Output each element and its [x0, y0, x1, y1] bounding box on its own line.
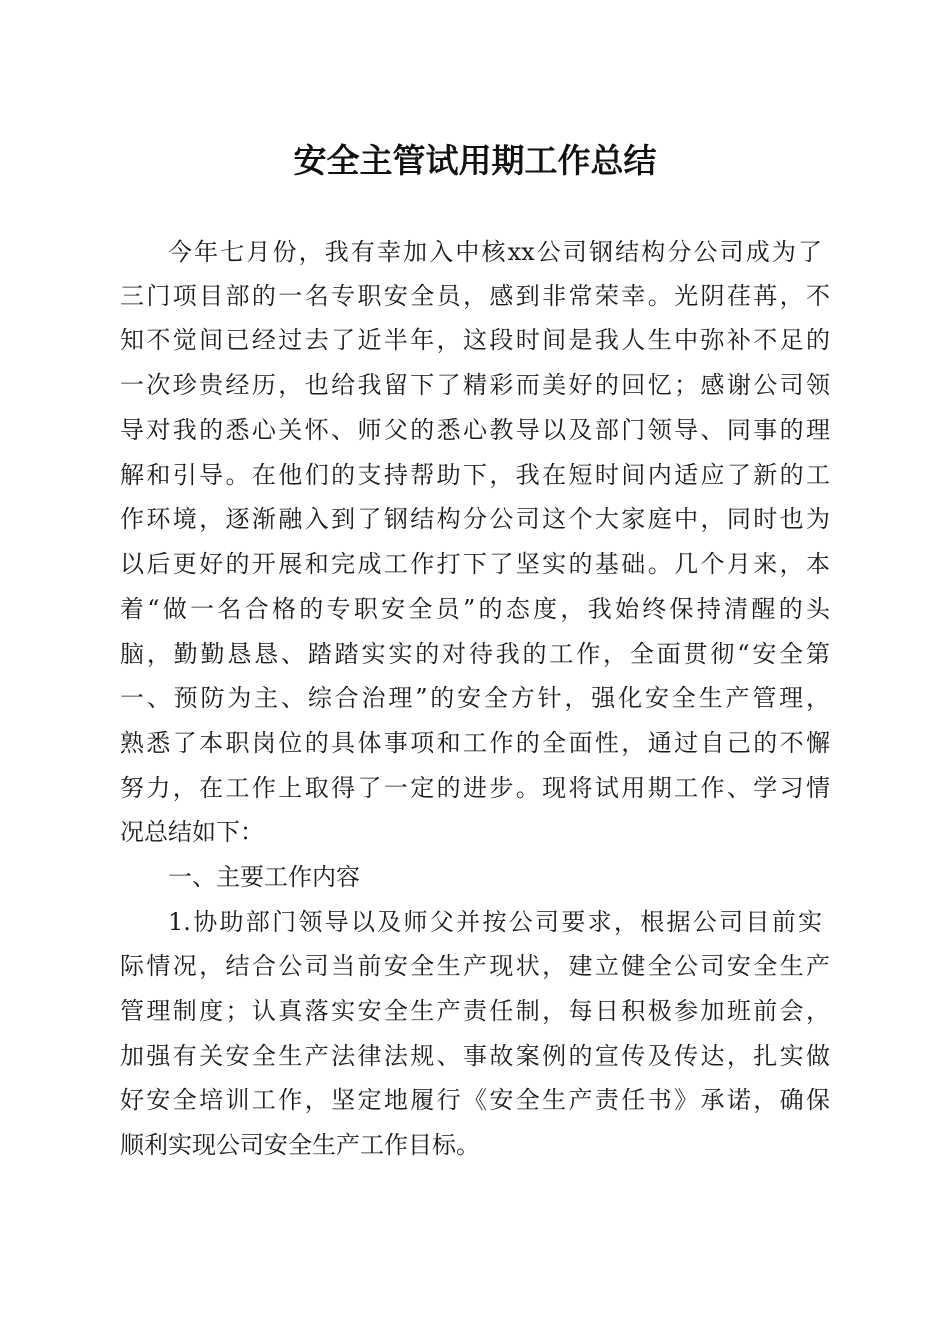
item1-line-1: 1.协助部门领导以及师父并按公司要求，根据公司目前实 — [168, 908, 822, 936]
intro-line-7: 作环境，逐渐融入到了钢结构分公司这个大家庭中，同时也为 — [120, 505, 830, 533]
intro-line-13: 努力，在工作上取得了一定的进步。现将试用期工作、学习情 — [120, 774, 830, 802]
intro-line-4: 一次珍贵经历，也给我留下了精彩而美好的回忆；感谢公司领 — [120, 371, 830, 399]
item1-line-3: 管理制度；认真落实安全生产责任制，每日积极参加班前会， — [120, 997, 830, 1025]
intro-line-9: 着“做一名合格的专职安全员”的态度，我始终保持清醒的头 — [120, 595, 830, 623]
section-heading: 一、主要工作内容 — [168, 863, 360, 891]
item1-line-6: 顺利实现公司安全生产工作目标。 — [120, 1131, 480, 1159]
intro-line-10: 脑，勤勤恳恳、踏踏实实的对待我的工作，全面贯彻“安全第 — [120, 640, 830, 668]
intro-line-5: 导对我的悉心关怀、师父的悉心教导以及部门领导、同事的理 — [120, 416, 830, 444]
intro-line-8: 以后更好的开展和完成工作打下了坚实的基础。几个月来，本 — [120, 550, 830, 578]
intro-line-6: 解和引导。在他们的支持帮助下，我在短时间内适应了新的工 — [120, 461, 830, 489]
intro-line-12: 熟悉了本职岗位的具体事项和工作的全面性，通过自己的不懈 — [120, 729, 830, 757]
item1-line-4: 加强有关安全生产法律法规、事故案例的宣传及传达，扎实做 — [120, 1042, 830, 1070]
intro-line-2: 三门项目部的一名专职安全员，感到非常荣幸。光阴荏苒，不 — [120, 282, 830, 310]
document-title: 安全主管试用期工作总结 — [293, 141, 657, 180]
intro-line-14: 况总结如下： — [120, 818, 264, 846]
intro-line-11: 一、预防为主、综合治理”的安全方针，强化安全生产管理， — [120, 684, 830, 712]
intro-line-3: 知不觉间已经过去了近半年，这段时间是我人生中弥补不足的 — [120, 326, 830, 354]
item1-line-5: 好安全培训工作，坚定地履行《安全生产责任书》承诺，确保 — [120, 1086, 830, 1114]
item1-line-2: 际情况，结合公司当前安全生产现状，建立健全公司安全生产 — [120, 952, 830, 980]
intro-line-1: 今年七月份，我有幸加入中核xx公司钢结构分公司成为了 — [168, 238, 822, 266]
